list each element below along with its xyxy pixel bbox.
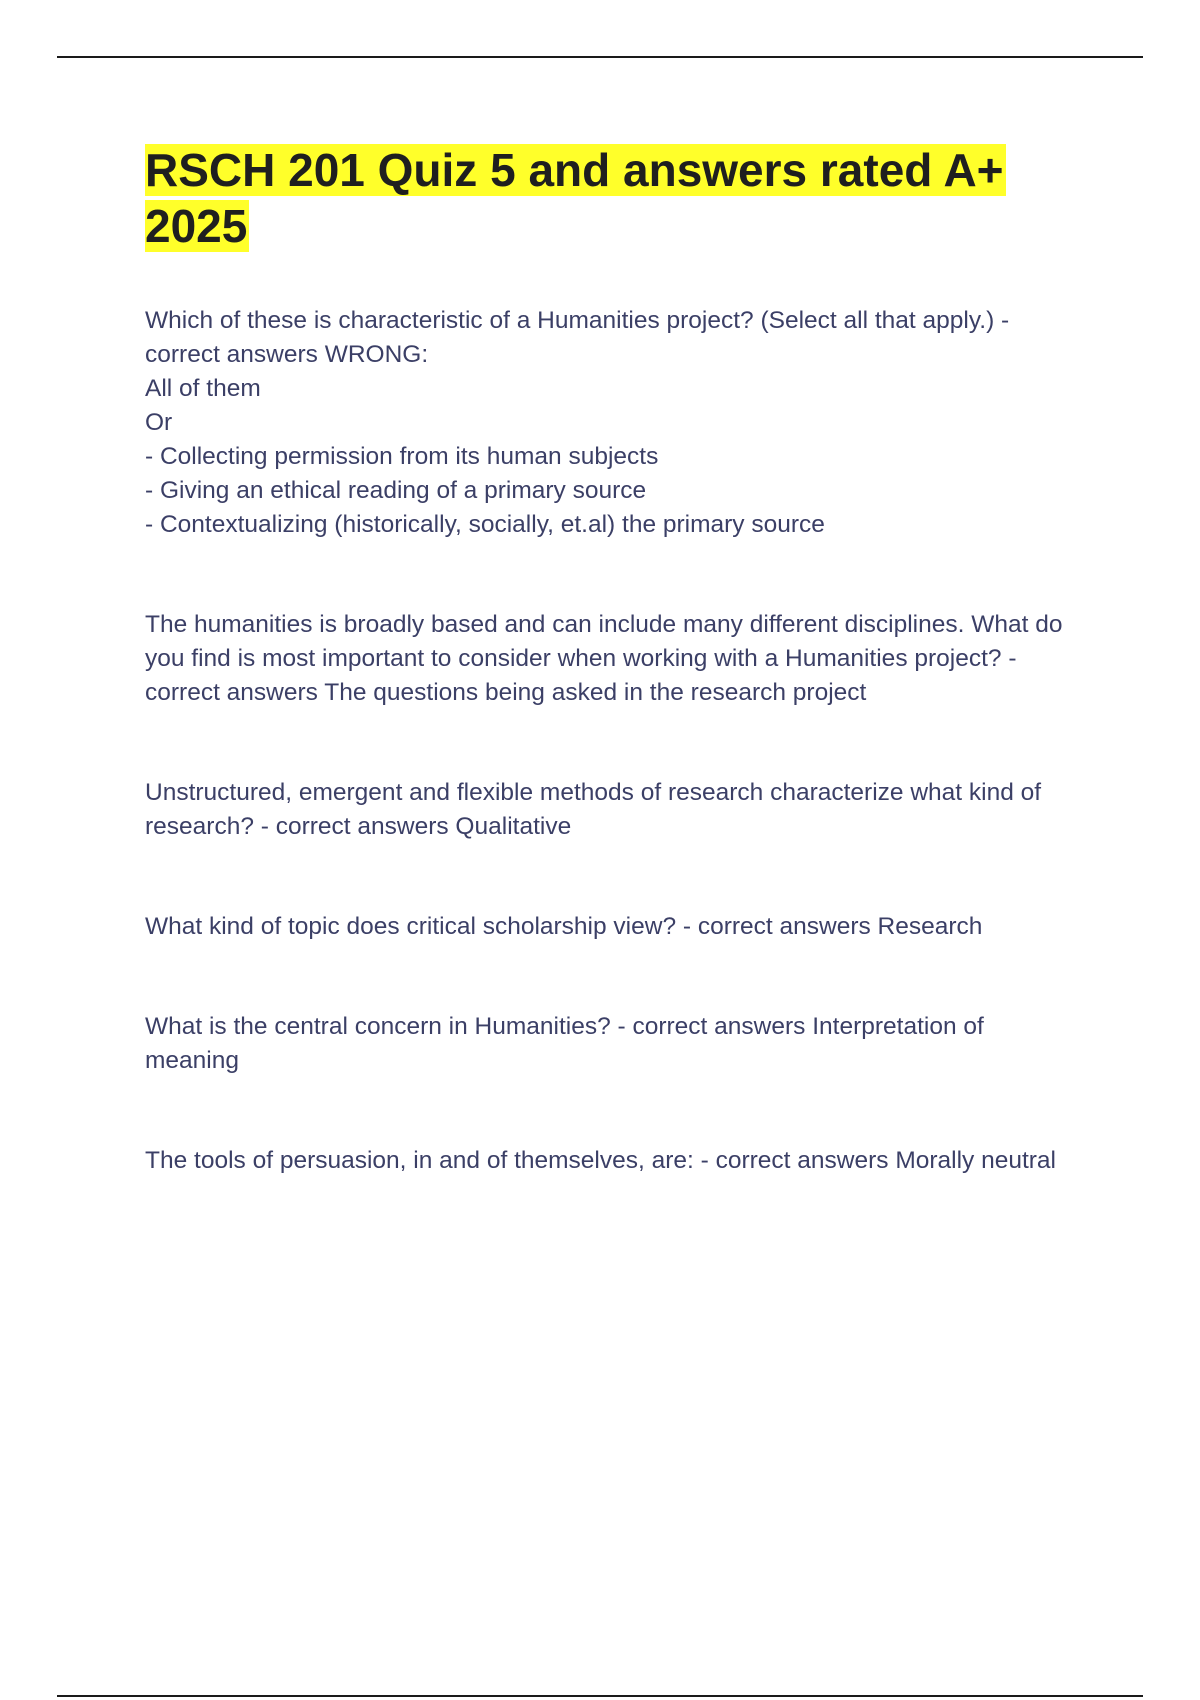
- document-title: [145, 142, 1075, 254]
- qa-text: What kind of topic does critical scholarship view? - correct answers Research: [145, 913, 983, 940]
- qa-item: [145, 1010, 1080, 1078]
- footer-rule: [57, 1695, 1143, 1697]
- qa-item: [145, 304, 1080, 542]
- qa-text: What is the central concern in Humanities? - correct answers Interpretation of meaning: [145, 1013, 984, 1074]
- qa-text: The humanities is broadly based and can include many different disciplines. What do you find is most important to consider when working with a Humanities project? - correct answers The questions being asked in the research project: [145, 611, 1063, 706]
- qa-item: [145, 776, 1080, 844]
- qa-list: [145, 304, 1080, 1178]
- answer-line: Or: [145, 409, 173, 436]
- header-rule: [57, 56, 1143, 58]
- qa-item: [145, 910, 1080, 944]
- qa-text: Which of these is characteristic of a Humanities project? (Select all that apply.) - correct answers WRONG:: [145, 307, 1010, 368]
- answer-line: - Contextualizing (historically, socially, et.al) the primary source: [145, 511, 825, 538]
- answer-line: - Collecting permission from its human subjects: [145, 443, 659, 470]
- answer-line: - Giving an ethical reading of a primary source: [145, 477, 647, 504]
- qa-item: [145, 1144, 1080, 1178]
- title-highlight: RSCH 201 Quiz 5 and answers rated A+ 2025: [145, 144, 1004, 252]
- qa-item: [145, 608, 1080, 710]
- qa-text: The tools of persuasion, in and of themselves, are: - correct answers Morally neutral: [145, 1147, 1056, 1174]
- qa-text: Unstructured, emergent and flexible methods of research characterize what kind of research? - correct answers Qualitative: [145, 779, 1042, 840]
- answer-line: All of them: [145, 375, 261, 402]
